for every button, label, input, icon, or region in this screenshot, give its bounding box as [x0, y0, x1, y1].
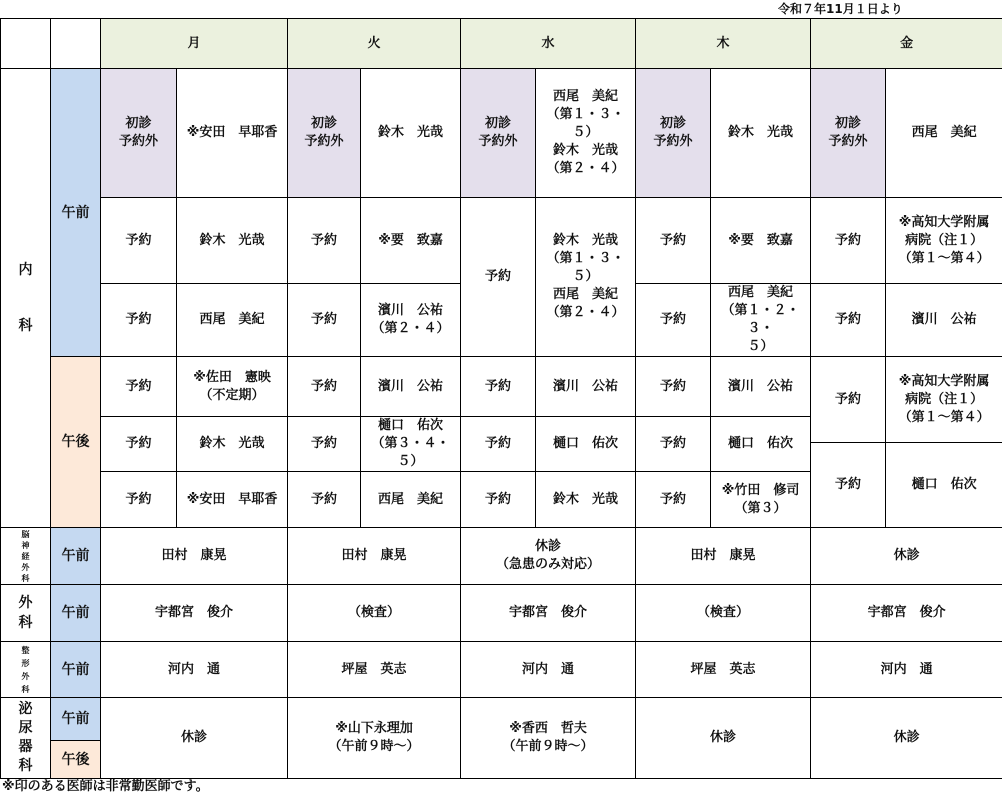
visit-type: 予約 — [636, 284, 711, 357]
visit-type: 予約 — [288, 357, 361, 417]
day-header-thu: 木 — [636, 19, 811, 69]
visit-type: 予約 — [288, 417, 361, 472]
dept-surgery: 外 科 — [1, 585, 51, 642]
doctor-cell: 樋口 佑次 （第３・４・ ５） — [361, 417, 461, 472]
doctor-cell: 休診 — [811, 528, 1002, 585]
footnote: ※印のある医師は非常勤医師です。 — [2, 779, 209, 794]
visit-type: 予約 — [811, 198, 886, 284]
session-pm: 午後 — [51, 357, 101, 528]
doctor-cell: （検査） — [636, 585, 811, 642]
visit-type: 予約 — [636, 417, 711, 472]
doctor-cell: 西尾 美紀 — [361, 472, 461, 528]
doctor-cell: 濱川 公祐 — [886, 284, 1002, 357]
doctor-cell: ※高知大学附属 病院（注１） （第１～第４） — [886, 357, 1002, 443]
doctor-cell: 坪屋 英志 — [636, 642, 811, 698]
blank-corner — [1, 19, 51, 69]
doctor-cell: 西尾 美紀 （第１・２・３・ ５） — [711, 284, 811, 357]
visit-type: 予約 — [101, 284, 177, 357]
doctor-cell: ※香西 哲夫 （午前９時～） — [461, 698, 636, 779]
header-row — [1, 19, 1002, 69]
doctor-cell: 樋口 佑次 — [886, 443, 1002, 528]
doctor-cell: 休診 — [636, 698, 811, 779]
day-header-fri: 金 — [811, 19, 1002, 69]
dept-orthopedics: 整 形 外 科 — [1, 642, 51, 698]
doctor-cell: 休診 — [811, 698, 1002, 779]
visit-type: 予約 — [288, 472, 361, 528]
doctor-cell: 田村 康晃 — [101, 528, 288, 585]
doctor-cell: 濱川 公祐 （第２・４） — [361, 284, 461, 357]
doctor-cell: ※山下永理加 （午前９時～） — [288, 698, 461, 779]
visit-type: 予約 — [811, 284, 886, 357]
doctor-cell: 休診 （急患のみ対応） — [461, 528, 636, 585]
doctor-cell: 田村 康晃 — [636, 528, 811, 585]
day-header-wed: 水 — [461, 19, 636, 69]
session-am: 午前 — [51, 528, 101, 585]
visit-type: 予約 — [288, 284, 361, 357]
doctor-cell: 濱川 公祐 — [361, 357, 461, 417]
table-row — [1, 198, 1002, 284]
doctor-cell: 鈴木 光哉 — [536, 472, 636, 528]
doctor-cell: 西尾 美紀 — [886, 69, 1002, 198]
visit-type: 予約 — [461, 357, 536, 417]
session-pm: 午後 — [51, 741, 101, 779]
visit-type: 予約 — [636, 357, 711, 417]
visit-type: 初診 予約外 — [101, 69, 177, 198]
doctor-cell: 鈴木 光哉 — [177, 198, 288, 284]
visit-type: 初診 予約外 — [288, 69, 361, 198]
visit-type: 予約 — [101, 357, 177, 417]
doctor-cell: 鈴木 光哉 — [361, 69, 461, 198]
visit-type: 予約 — [288, 198, 361, 284]
doctor-cell: ※安田 早耶香 — [177, 69, 288, 198]
blank-corner — [51, 19, 101, 69]
doctor-cell: 河内 通 — [101, 642, 288, 698]
visit-type: 初診 予約外 — [811, 69, 886, 198]
doctor-cell: 田村 康晃 — [288, 528, 461, 585]
session-am: 午前 — [51, 642, 101, 698]
visit-type: 予約 — [636, 472, 711, 528]
doctor-cell: 坪屋 英志 — [288, 642, 461, 698]
table-row — [1, 357, 1002, 417]
visit-type: 予約 — [636, 198, 711, 284]
doctor-cell: 宇都宮 俊介 — [811, 585, 1002, 642]
visit-type: 予約 — [101, 417, 177, 472]
visit-type: 初診 予約外 — [636, 69, 711, 198]
visit-type: 予約 — [461, 472, 536, 528]
doctor-cell: ※安田 早耶香 — [177, 472, 288, 528]
visit-type: 予約 — [811, 357, 886, 443]
doctor-cell: 鈴木 光哉 — [711, 69, 811, 198]
doctor-cell: 濱川 公祐 — [536, 357, 636, 417]
day-header-tue: 火 — [288, 19, 461, 69]
doctor-cell: 濱川 公祐 — [711, 357, 811, 417]
table-row — [1, 642, 1002, 698]
session-am: 午前 — [51, 69, 101, 357]
doctor-cell: 宇都宮 俊介 — [461, 585, 636, 642]
doctor-cell: 西尾 美紀 — [177, 284, 288, 357]
dept-urology: 泌 尿 器 科 — [1, 698, 51, 779]
doctor-cell: 樋口 佑次 — [536, 417, 636, 472]
schedule-table — [0, 18, 1002, 779]
doctor-cell: 河内 通 — [461, 642, 636, 698]
dept-neurosurgery: 脳 神 経 外 科 — [1, 528, 51, 585]
table-row — [1, 585, 1002, 642]
doctor-cell: （検査） — [288, 585, 461, 642]
session-am: 午前 — [51, 585, 101, 642]
visit-type: 予約 — [461, 417, 536, 472]
doctor-cell: ※高知大学附属 病院（注１） （第１～第４） — [886, 198, 1002, 284]
doctor-cell: ※要 致嘉 — [361, 198, 461, 284]
effective-date: 令和７年11月１日より — [778, 2, 903, 16]
visit-type: 予約 — [101, 472, 177, 528]
day-header-mon: 月 — [101, 19, 288, 69]
doctor-cell: 宇都宮 俊介 — [101, 585, 288, 642]
doctor-cell: 河内 通 — [811, 642, 1002, 698]
doctor-cell: 休診 — [101, 698, 288, 779]
session-am: 午前 — [51, 698, 101, 741]
doctor-cell: ※要 致嘉 — [711, 198, 811, 284]
visit-type: 予約 — [101, 198, 177, 284]
dept-internal-medicine: 内 科 — [1, 69, 51, 528]
doctor-cell: ※佐田 憲映 （不定期） — [177, 357, 288, 417]
doctor-cell: ※竹田 修司 （第３） — [711, 472, 811, 528]
visit-type: 初診 予約外 — [461, 69, 536, 198]
visit-type: 予約 — [811, 443, 886, 528]
doctor-cell: 鈴木 光哉 — [177, 417, 288, 472]
doctor-cell: 鈴木 光哉 （第１・３・ ５） 西尾 美紀 （第２・４） — [536, 198, 636, 357]
doctor-cell: 西尾 美紀 （第１・３・ ５） 鈴木 光哉 （第２・４） — [536, 69, 636, 198]
table-row — [1, 69, 1002, 198]
visit-type: 予約 — [461, 198, 536, 357]
table-row — [1, 528, 1002, 585]
doctor-cell: 樋口 佑次 — [711, 417, 811, 472]
table-row — [1, 698, 1002, 741]
